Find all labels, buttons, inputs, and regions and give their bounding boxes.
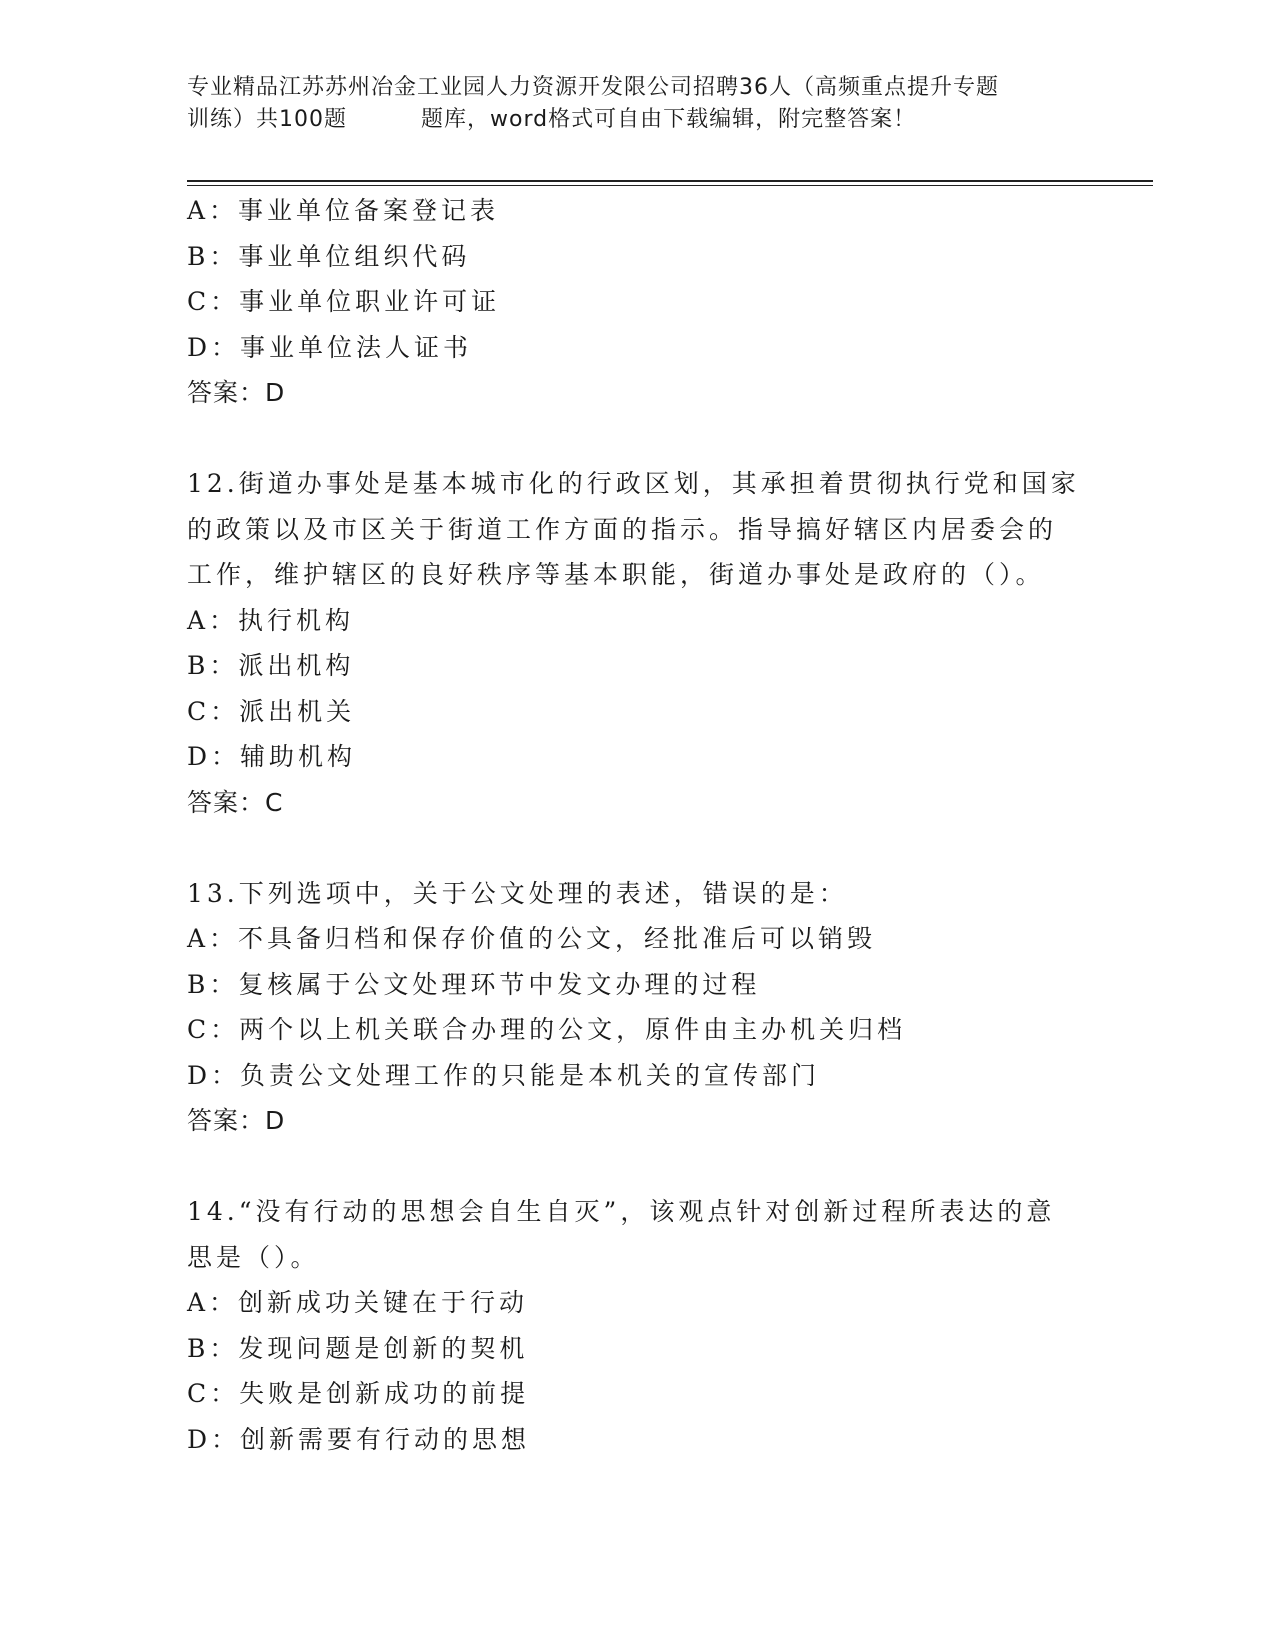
option-c: C：两个以上机关联合办理的公文，原件由主办机关归档 (187, 1015, 907, 1044)
answer: 答案：D (187, 378, 286, 407)
stem-line: 思是（）。 (187, 1242, 320, 1272)
question-stem (187, 1189, 1087, 1280)
question-11 (187, 188, 1087, 416)
header-line-2-part-1: 训练）共100题 (187, 107, 347, 132)
header-line-2-part-2: 题库，word格式可自由下载编辑，附完整答案！ (421, 107, 917, 132)
option-d: D：辅助机构 (187, 742, 357, 771)
stem-line: 12.街道办事处是基本城市化的行政区划，其承担着贯彻执行党和国家 (187, 469, 1080, 498)
answer: 答案：D (187, 1106, 286, 1135)
header-rule-thick (187, 180, 1153, 182)
header-line-2 (187, 104, 1087, 136)
option-c: C：派出机关 (187, 696, 356, 726)
stem-line: 14.“没有行动的思想会自生自灭”，该观点针对创新过程所表达的意 (187, 1197, 1056, 1226)
option-d: D：事业单位法人证书 (187, 332, 473, 362)
question-list (187, 188, 1087, 1462)
question-stem (187, 871, 1087, 917)
option-d: D：创新需要有行动的思想 (187, 1424, 531, 1454)
header-line-1: 专业精品江苏苏州冶金工业园人力资源开发限公司招聘36人（高频重点提升专题 (187, 75, 999, 100)
option-a: A：创新成功关键在于行动 (187, 1288, 529, 1317)
question-14 (187, 1189, 1087, 1462)
option-a: A：事业单位备案登记表 (187, 196, 500, 225)
option-b: B：发现问题是创新的契机 (187, 1333, 529, 1363)
page-header (187, 72, 1087, 136)
option-d: D：负责公文处理工作的只能是本机关的宣传部门 (187, 1060, 821, 1090)
option-a: A：不具备归档和保存价值的公文，经批准后可以销毁 (187, 924, 877, 953)
option-c: C：事业单位职业许可证 (187, 287, 501, 316)
header-rule-thin (187, 185, 1153, 186)
option-b: B：复核属于公文处理环节中发文办理的过程 (187, 969, 761, 999)
stem-line: 工作，维护辖区的良好秩序等基本职能，街道办事处是政府的（）。 (187, 560, 1045, 589)
answer: 答案：C (187, 787, 284, 817)
stem-line: 的政策以及市区关于街道工作方面的指示。指导搞好辖区内居委会的 (187, 514, 1058, 544)
question-12 (187, 461, 1087, 825)
option-b: B：事业单位组织代码 (187, 241, 471, 271)
question-13 (187, 871, 1087, 1144)
option-a: A：执行机构 (187, 605, 355, 635)
option-c: C：失败是创新成功的前提 (187, 1379, 530, 1408)
option-b: B：派出机构 (187, 651, 355, 680)
question-stem (187, 461, 1087, 598)
stem-line: 13.下列选项中，关于公文处理的表述，错误的是： (187, 878, 848, 908)
